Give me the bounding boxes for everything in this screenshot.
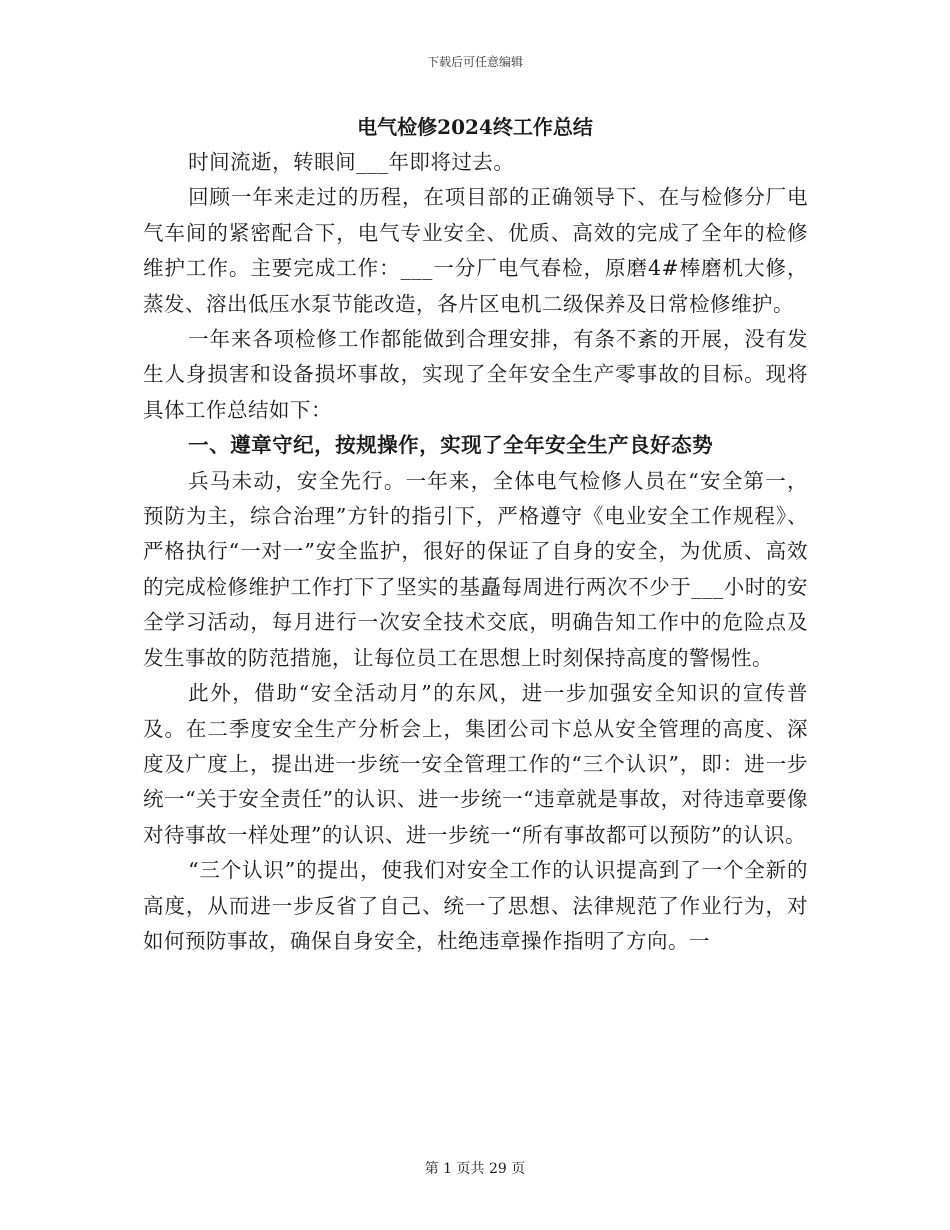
paragraph: 兵马未动，安全先行。一年来，全体电气检修人员在“安全第一，预防为主，综合治理”方针的指引下，严格遵守《电业安全工作规程》、严格执行“一对一”安全监护，很好的保证了自身的安全，为优质、高效的完成检修维护工作打下了坚实的基矗每周进行两次不少于___小时的安全学习活动，每月进行一次安全技术交底，明确告知工作中的危险点及发生事故的防范措施，让每位员工在思想上时刻保持高度的警惕性。 <box>143 468 808 670</box>
header-note: 下载后可任意编辑 <box>426 55 523 69</box>
paragraph: 此外，借助“安全活动月”的东风，进一步加强安全知识的宣传普及。在二季度安全生产分析会上，集团公司卞总从安全管理的高度、深度及广度上，提出进一步统一安全管理工作的“三个认识”，即：进一步统一“关于安全责任”的认识、进一步统一“违章就是事故，对待违章要像对待事故一样处理”的认识、进一步统一“所有事故都可以预防”的认识。 <box>143 681 808 847</box>
paragraph: 时间流逝，转眼间___年即将过去。 <box>188 150 515 174</box>
document-title: 电气检修2024终工作总结 <box>357 115 593 139</box>
paragraph: “三个认识”的提出，使我们对安全工作的认识提高到了一个全新的高度，从而进一步反省了自己、统一了思想、法律规范了作业行为，对如何预防事故，确保自身安全，杜绝违章操作指明了方向。一 <box>143 858 808 953</box>
document-body <box>143 145 808 959</box>
paragraph: 回顾一年来走过的历程，在项目部的正确领导下、在与检修分厂电气车间的紧密配合下，电气专业安全、优质、高效的完成了全年的检修维护工作。主要完成工作：___一分厂电气春检，原磨4#棒磨机大修，蒸发、溶出低压水泵节能改造，各片区电机二级保养及日常检修维护。 <box>143 185 808 316</box>
paragraph: 一年来各项检修工作都能做到合理安排，有条不紊的开展，没有发生人身损害和设备损坏事故，实现了全年安全生产零事故的目标。现将具体工作总结如下： <box>143 327 808 422</box>
section-heading: 一、遵章守纪，按规操作，实现了全年安全生产良好态势 <box>188 433 714 458</box>
page-number: 第 1 页共 29 页 <box>424 1161 526 1177</box>
